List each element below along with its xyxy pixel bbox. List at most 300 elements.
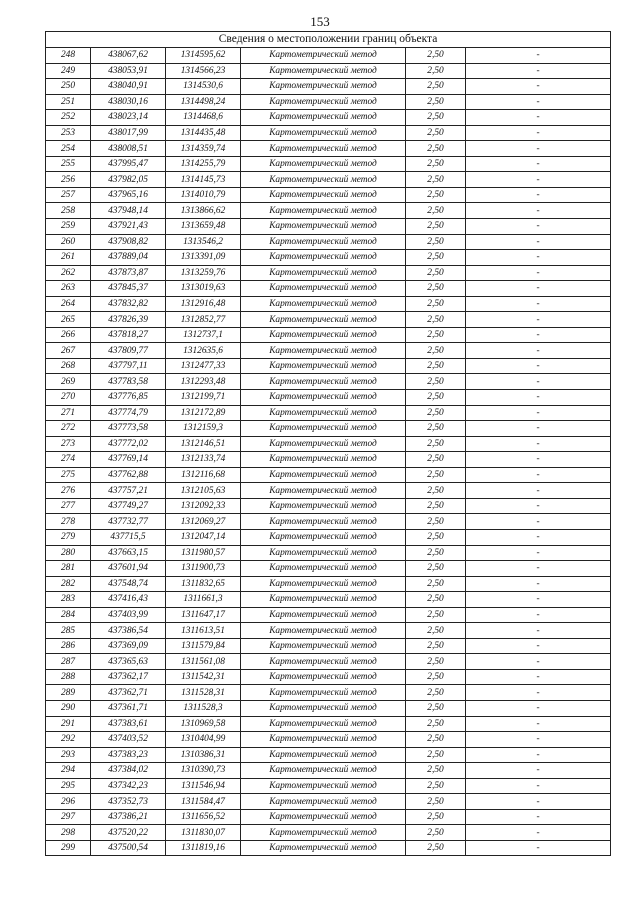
table-row <box>46 312 611 328</box>
note-cell: - <box>466 327 611 343</box>
note-cell: - <box>466 405 611 421</box>
accuracy-cell: 2,50 <box>406 607 466 623</box>
table-row <box>46 763 611 779</box>
accuracy-cell: 2,50 <box>406 265 466 281</box>
method-cell: Картометрический метод <box>241 265 406 281</box>
coordinate-x-cell: 437342,23 <box>91 778 166 794</box>
note-cell: - <box>466 498 611 514</box>
table-row <box>46 296 611 312</box>
table-row <box>46 421 611 437</box>
coordinate-x-cell: 437982,05 <box>91 172 166 188</box>
coordinate-x-cell: 438017,99 <box>91 125 166 141</box>
coordinate-x-cell: 437889,04 <box>91 250 166 266</box>
table-row <box>46 172 611 188</box>
point-number-cell: 266 <box>46 327 91 343</box>
accuracy-cell: 2,50 <box>406 778 466 794</box>
table-row <box>46 529 611 545</box>
point-number-cell: 255 <box>46 156 91 172</box>
coordinate-y-cell: 1312159,3 <box>166 421 241 437</box>
accuracy-cell: 2,50 <box>406 48 466 64</box>
method-cell: Картометрический метод <box>241 281 406 297</box>
method-cell: Картометрический метод <box>241 405 406 421</box>
accuracy-cell: 2,50 <box>406 794 466 810</box>
method-cell: Картометрический метод <box>241 156 406 172</box>
method-cell: Картометрический метод <box>241 809 406 825</box>
table-row <box>46 265 611 281</box>
point-number-cell: 265 <box>46 312 91 328</box>
table-row <box>46 669 611 685</box>
point-number-cell: 276 <box>46 483 91 499</box>
method-cell: Картометрический метод <box>241 778 406 794</box>
coordinate-y-cell: 1312105,63 <box>166 483 241 499</box>
accuracy-cell: 2,50 <box>406 700 466 716</box>
note-cell: - <box>466 561 611 577</box>
coordinate-x-cell: 437383,61 <box>91 716 166 732</box>
accuracy-cell: 2,50 <box>406 250 466 266</box>
note-cell: - <box>466 840 611 856</box>
method-cell: Картометрический метод <box>241 390 406 406</box>
point-number-cell: 257 <box>46 187 91 203</box>
point-number-cell: 284 <box>46 607 91 623</box>
accuracy-cell: 2,50 <box>406 63 466 79</box>
method-cell: Картометрический метод <box>241 716 406 732</box>
note-cell: - <box>466 452 611 468</box>
coordinate-y-cell: 1312293,48 <box>166 374 241 390</box>
accuracy-cell: 2,50 <box>406 234 466 250</box>
coordinate-x-cell: 437818,27 <box>91 327 166 343</box>
note-cell: - <box>466 654 611 670</box>
table-row <box>46 79 611 95</box>
table-row <box>46 732 611 748</box>
table-row <box>46 452 611 468</box>
coordinate-y-cell: 1314498,24 <box>166 94 241 110</box>
coordinate-y-cell: 1310404,99 <box>166 732 241 748</box>
coordinate-y-cell: 1311584,47 <box>166 794 241 810</box>
point-number-cell: 279 <box>46 529 91 545</box>
method-cell: Картометрический метод <box>241 576 406 592</box>
note-cell: - <box>466 141 611 157</box>
point-number-cell: 291 <box>46 716 91 732</box>
method-cell: Картометрический метод <box>241 187 406 203</box>
note-cell: - <box>466 483 611 499</box>
point-number-cell: 277 <box>46 498 91 514</box>
accuracy-cell: 2,50 <box>406 825 466 841</box>
method-cell: Картометрический метод <box>241 327 406 343</box>
point-number-cell: 258 <box>46 203 91 219</box>
coordinate-x-cell: 437663,15 <box>91 545 166 561</box>
coordinate-x-cell: 437908,82 <box>91 234 166 250</box>
table-row <box>46 809 611 825</box>
method-cell: Картометрический метод <box>241 203 406 219</box>
note-cell: - <box>466 545 611 561</box>
note-cell: - <box>466 63 611 79</box>
coordinate-x-cell: 437826,39 <box>91 312 166 328</box>
coordinate-y-cell: 1314010,79 <box>166 187 241 203</box>
table-row <box>46 125 611 141</box>
point-number-cell: 298 <box>46 825 91 841</box>
note-cell: - <box>466 716 611 732</box>
table-row <box>46 825 611 841</box>
coordinate-y-cell: 1313659,48 <box>166 219 241 235</box>
coordinate-y-cell: 1312852,77 <box>166 312 241 328</box>
coordinate-x-cell: 437776,85 <box>91 390 166 406</box>
table-row <box>46 374 611 390</box>
point-number-cell: 285 <box>46 623 91 639</box>
point-number-cell: 250 <box>46 79 91 95</box>
coordinate-y-cell: 1314468,6 <box>166 110 241 126</box>
note-cell: - <box>466 390 611 406</box>
note-cell: - <box>466 467 611 483</box>
note-cell: - <box>466 156 611 172</box>
point-number-cell: 263 <box>46 281 91 297</box>
coordinate-y-cell: 1314530,6 <box>166 79 241 95</box>
coordinate-y-cell: 1312199,71 <box>166 390 241 406</box>
accuracy-cell: 2,50 <box>406 514 466 530</box>
point-number-cell: 269 <box>46 374 91 390</box>
note-cell: - <box>466 669 611 685</box>
accuracy-cell: 2,50 <box>406 110 466 126</box>
table-row <box>46 545 611 561</box>
coordinate-x-cell: 437773,58 <box>91 421 166 437</box>
accuracy-cell: 2,50 <box>406 452 466 468</box>
coordinate-y-cell: 1313019,63 <box>166 281 241 297</box>
accuracy-cell: 2,50 <box>406 716 466 732</box>
note-cell: - <box>466 778 611 794</box>
method-cell: Картометрический метод <box>241 172 406 188</box>
method-cell: Картометрический метод <box>241 700 406 716</box>
accuracy-cell: 2,50 <box>406 327 466 343</box>
table-caption: Сведения о местоположении границ объекта <box>46 32 611 48</box>
coordinate-y-cell: 1311900,73 <box>166 561 241 577</box>
note-cell: - <box>466 576 611 592</box>
coordinate-x-cell: 437757,21 <box>91 483 166 499</box>
note-cell: - <box>466 219 611 235</box>
table-row <box>46 607 611 623</box>
method-cell: Картометрический метод <box>241 654 406 670</box>
note-cell: - <box>466 172 611 188</box>
coordinate-y-cell: 1312133,74 <box>166 452 241 468</box>
point-number-cell: 259 <box>46 219 91 235</box>
coordinate-y-cell: 1314359,74 <box>166 141 241 157</box>
coordinate-y-cell: 1312069,27 <box>166 514 241 530</box>
accuracy-cell: 2,50 <box>406 374 466 390</box>
method-cell: Картометрический метод <box>241 685 406 701</box>
coordinate-y-cell: 1310386,31 <box>166 747 241 763</box>
coordinate-x-cell: 437832,82 <box>91 296 166 312</box>
note-cell: - <box>466 94 611 110</box>
method-cell: Картометрический метод <box>241 374 406 390</box>
coordinate-x-cell: 437369,09 <box>91 638 166 654</box>
coordinate-x-cell: 437361,71 <box>91 700 166 716</box>
table-row <box>46 794 611 810</box>
point-number-cell: 248 <box>46 48 91 64</box>
table-row <box>46 141 611 157</box>
accuracy-cell: 2,50 <box>406 343 466 359</box>
coordinate-x-cell: 437520,22 <box>91 825 166 841</box>
accuracy-cell: 2,50 <box>406 685 466 701</box>
method-cell: Картометрический метод <box>241 343 406 359</box>
accuracy-cell: 2,50 <box>406 732 466 748</box>
method-cell: Картометрический метод <box>241 529 406 545</box>
method-cell: Картометрический метод <box>241 747 406 763</box>
accuracy-cell: 2,50 <box>406 840 466 856</box>
coordinate-y-cell: 1313259,76 <box>166 265 241 281</box>
method-cell: Картометрический метод <box>241 94 406 110</box>
coordinate-x-cell: 437749,27 <box>91 498 166 514</box>
table-row <box>46 778 611 794</box>
point-number-cell: 260 <box>46 234 91 250</box>
coordinate-y-cell: 1310390,73 <box>166 763 241 779</box>
coordinate-y-cell: 1311832,65 <box>166 576 241 592</box>
coordinate-y-cell: 1311561,08 <box>166 654 241 670</box>
table-row <box>46 654 611 670</box>
coordinate-y-cell: 1311528,3 <box>166 700 241 716</box>
point-number-cell: 286 <box>46 638 91 654</box>
accuracy-cell: 2,50 <box>406 172 466 188</box>
method-cell: Картометрический метод <box>241 296 406 312</box>
table-row <box>46 250 611 266</box>
note-cell: - <box>466 250 611 266</box>
method-cell: Картометрический метод <box>241 79 406 95</box>
accuracy-cell: 2,50 <box>406 312 466 328</box>
accuracy-cell: 2,50 <box>406 747 466 763</box>
note-cell: - <box>466 265 611 281</box>
method-cell: Картометрический метод <box>241 498 406 514</box>
coordinate-x-cell: 437797,11 <box>91 358 166 374</box>
coordinate-x-cell: 437772,02 <box>91 436 166 452</box>
coordinate-y-cell: 1313391,09 <box>166 250 241 266</box>
coordinate-x-cell: 437762,88 <box>91 467 166 483</box>
accuracy-cell: 2,50 <box>406 390 466 406</box>
method-cell: Картометрический метод <box>241 358 406 374</box>
note-cell: - <box>466 794 611 810</box>
note-cell: - <box>466 514 611 530</box>
note-cell: - <box>466 203 611 219</box>
note-cell: - <box>466 281 611 297</box>
accuracy-cell: 2,50 <box>406 141 466 157</box>
accuracy-cell: 2,50 <box>406 561 466 577</box>
table-row <box>46 436 611 452</box>
coordinate-y-cell: 1311579,84 <box>166 638 241 654</box>
coordinate-x-cell: 437384,02 <box>91 763 166 779</box>
table-row <box>46 700 611 716</box>
coordinate-x-cell: 437873,87 <box>91 265 166 281</box>
note-cell: - <box>466 747 611 763</box>
table-row <box>46 110 611 126</box>
coordinate-x-cell: 437352,73 <box>91 794 166 810</box>
accuracy-cell: 2,50 <box>406 467 466 483</box>
coordinate-x-cell: 437416,43 <box>91 592 166 608</box>
note-cell: - <box>466 436 611 452</box>
point-number-cell: 251 <box>46 94 91 110</box>
table-row <box>46 234 611 250</box>
method-cell: Картометрический метод <box>241 467 406 483</box>
method-cell: Картометрический метод <box>241 125 406 141</box>
method-cell: Картометрический метод <box>241 592 406 608</box>
note-cell: - <box>466 234 611 250</box>
coordinate-x-cell: 437774,79 <box>91 405 166 421</box>
point-number-cell: 278 <box>46 514 91 530</box>
coordinate-x-cell: 437809,77 <box>91 343 166 359</box>
note-cell: - <box>466 700 611 716</box>
table-row <box>46 327 611 343</box>
table-row <box>46 219 611 235</box>
coordinate-y-cell: 1312635,6 <box>166 343 241 359</box>
note-cell: - <box>466 374 611 390</box>
coordinate-y-cell: 1311647,17 <box>166 607 241 623</box>
accuracy-cell: 2,50 <box>406 529 466 545</box>
coordinate-y-cell: 1313546,2 <box>166 234 241 250</box>
table-row <box>46 514 611 530</box>
table-row <box>46 747 611 763</box>
point-number-cell: 267 <box>46 343 91 359</box>
coordinate-x-cell: 437715,5 <box>91 529 166 545</box>
coordinate-y-cell: 1312116,68 <box>166 467 241 483</box>
point-number-cell: 283 <box>46 592 91 608</box>
method-cell: Картометрический метод <box>241 638 406 654</box>
point-number-cell: 270 <box>46 390 91 406</box>
point-number-cell: 282 <box>46 576 91 592</box>
coordinate-x-cell: 438023,14 <box>91 110 166 126</box>
accuracy-cell: 2,50 <box>406 79 466 95</box>
coordinate-y-cell: 1311542,31 <box>166 669 241 685</box>
coordinate-y-cell: 1314435,48 <box>166 125 241 141</box>
coordinate-y-cell: 1314566,23 <box>166 63 241 79</box>
method-cell: Картометрический метод <box>241 623 406 639</box>
table-row <box>46 187 611 203</box>
point-number-cell: 280 <box>46 545 91 561</box>
accuracy-cell: 2,50 <box>406 654 466 670</box>
coordinate-y-cell: 1312737,1 <box>166 327 241 343</box>
note-cell: - <box>466 110 611 126</box>
method-cell: Картометрический метод <box>241 312 406 328</box>
method-cell: Картометрический метод <box>241 514 406 530</box>
note-cell: - <box>466 607 611 623</box>
accuracy-cell: 2,50 <box>406 187 466 203</box>
method-cell: Картометрический метод <box>241 452 406 468</box>
method-cell: Картометрический метод <box>241 219 406 235</box>
note-cell: - <box>466 312 611 328</box>
note-cell: - <box>466 592 611 608</box>
coordinate-x-cell: 437732,77 <box>91 514 166 530</box>
accuracy-cell: 2,50 <box>406 281 466 297</box>
accuracy-cell: 2,50 <box>406 669 466 685</box>
point-number-cell: 249 <box>46 63 91 79</box>
table-row <box>46 498 611 514</box>
table-caption-row <box>46 32 611 48</box>
point-number-cell: 299 <box>46 840 91 856</box>
method-cell: Картометрический метод <box>241 794 406 810</box>
note-cell: - <box>466 825 611 841</box>
coordinate-x-cell: 437548,74 <box>91 576 166 592</box>
note-cell: - <box>466 809 611 825</box>
note-cell: - <box>466 48 611 64</box>
coordinate-y-cell: 1311546,94 <box>166 778 241 794</box>
coordinate-y-cell: 1311613,51 <box>166 623 241 639</box>
table-row <box>46 592 611 608</box>
table-body <box>46 32 611 856</box>
coordinate-x-cell: 437362,71 <box>91 685 166 701</box>
point-number-cell: 287 <box>46 654 91 670</box>
table-row <box>46 358 611 374</box>
table-row <box>46 390 611 406</box>
point-number-cell: 293 <box>46 747 91 763</box>
point-number-cell: 289 <box>46 685 91 701</box>
accuracy-cell: 2,50 <box>406 483 466 499</box>
point-number-cell: 264 <box>46 296 91 312</box>
coordinate-y-cell: 1311661,3 <box>166 592 241 608</box>
accuracy-cell: 2,50 <box>406 592 466 608</box>
point-number-cell: 275 <box>46 467 91 483</box>
coordinate-x-cell: 437365,63 <box>91 654 166 670</box>
accuracy-cell: 2,50 <box>406 638 466 654</box>
method-cell: Картометрический метод <box>241 63 406 79</box>
point-number-cell: 262 <box>46 265 91 281</box>
point-number-cell: 297 <box>46 809 91 825</box>
point-number-cell: 261 <box>46 250 91 266</box>
coordinate-x-cell: 437500,54 <box>91 840 166 856</box>
coordinate-x-cell: 437769,14 <box>91 452 166 468</box>
method-cell: Картометрический метод <box>241 732 406 748</box>
accuracy-cell: 2,50 <box>406 498 466 514</box>
table-row <box>46 281 611 297</box>
table-row <box>46 94 611 110</box>
coordinate-x-cell: 437362,17 <box>91 669 166 685</box>
point-number-cell: 256 <box>46 172 91 188</box>
coordinate-y-cell: 1311830,07 <box>166 825 241 841</box>
note-cell: - <box>466 623 611 639</box>
accuracy-cell: 2,50 <box>406 436 466 452</box>
method-cell: Картометрический метод <box>241 436 406 452</box>
note-cell: - <box>466 638 611 654</box>
coordinate-x-cell: 437845,37 <box>91 281 166 297</box>
coordinate-x-cell: 437403,99 <box>91 607 166 623</box>
note-cell: - <box>466 187 611 203</box>
point-number-cell: 274 <box>46 452 91 468</box>
accuracy-cell: 2,50 <box>406 545 466 561</box>
method-cell: Картометрический метод <box>241 825 406 841</box>
point-number-cell: 273 <box>46 436 91 452</box>
coordinate-x-cell: 437995,47 <box>91 156 166 172</box>
coordinate-x-cell: 437386,54 <box>91 623 166 639</box>
table-row <box>46 840 611 856</box>
method-cell: Картометрический метод <box>241 250 406 266</box>
point-number-cell: 253 <box>46 125 91 141</box>
coordinate-y-cell: 1312092,33 <box>166 498 241 514</box>
coordinate-x-cell: 438030,16 <box>91 94 166 110</box>
note-cell: - <box>466 125 611 141</box>
coordinate-y-cell: 1312047,14 <box>166 529 241 545</box>
table-row <box>46 467 611 483</box>
point-number-cell: 296 <box>46 794 91 810</box>
coordinate-x-cell: 437921,43 <box>91 219 166 235</box>
method-cell: Картометрический метод <box>241 421 406 437</box>
method-cell: Картометрический метод <box>241 561 406 577</box>
accuracy-cell: 2,50 <box>406 405 466 421</box>
note-cell: - <box>466 763 611 779</box>
method-cell: Картометрический метод <box>241 110 406 126</box>
point-number-cell: 295 <box>46 778 91 794</box>
coordinate-x-cell: 438053,91 <box>91 63 166 79</box>
coordinate-y-cell: 1311528,31 <box>166 685 241 701</box>
table-row <box>46 405 611 421</box>
method-cell: Картометрический метод <box>241 607 406 623</box>
coordinate-y-cell: 1311819,16 <box>166 840 241 856</box>
note-cell: - <box>466 529 611 545</box>
table-row <box>46 716 611 732</box>
accuracy-cell: 2,50 <box>406 156 466 172</box>
coordinate-x-cell: 438040,91 <box>91 79 166 95</box>
